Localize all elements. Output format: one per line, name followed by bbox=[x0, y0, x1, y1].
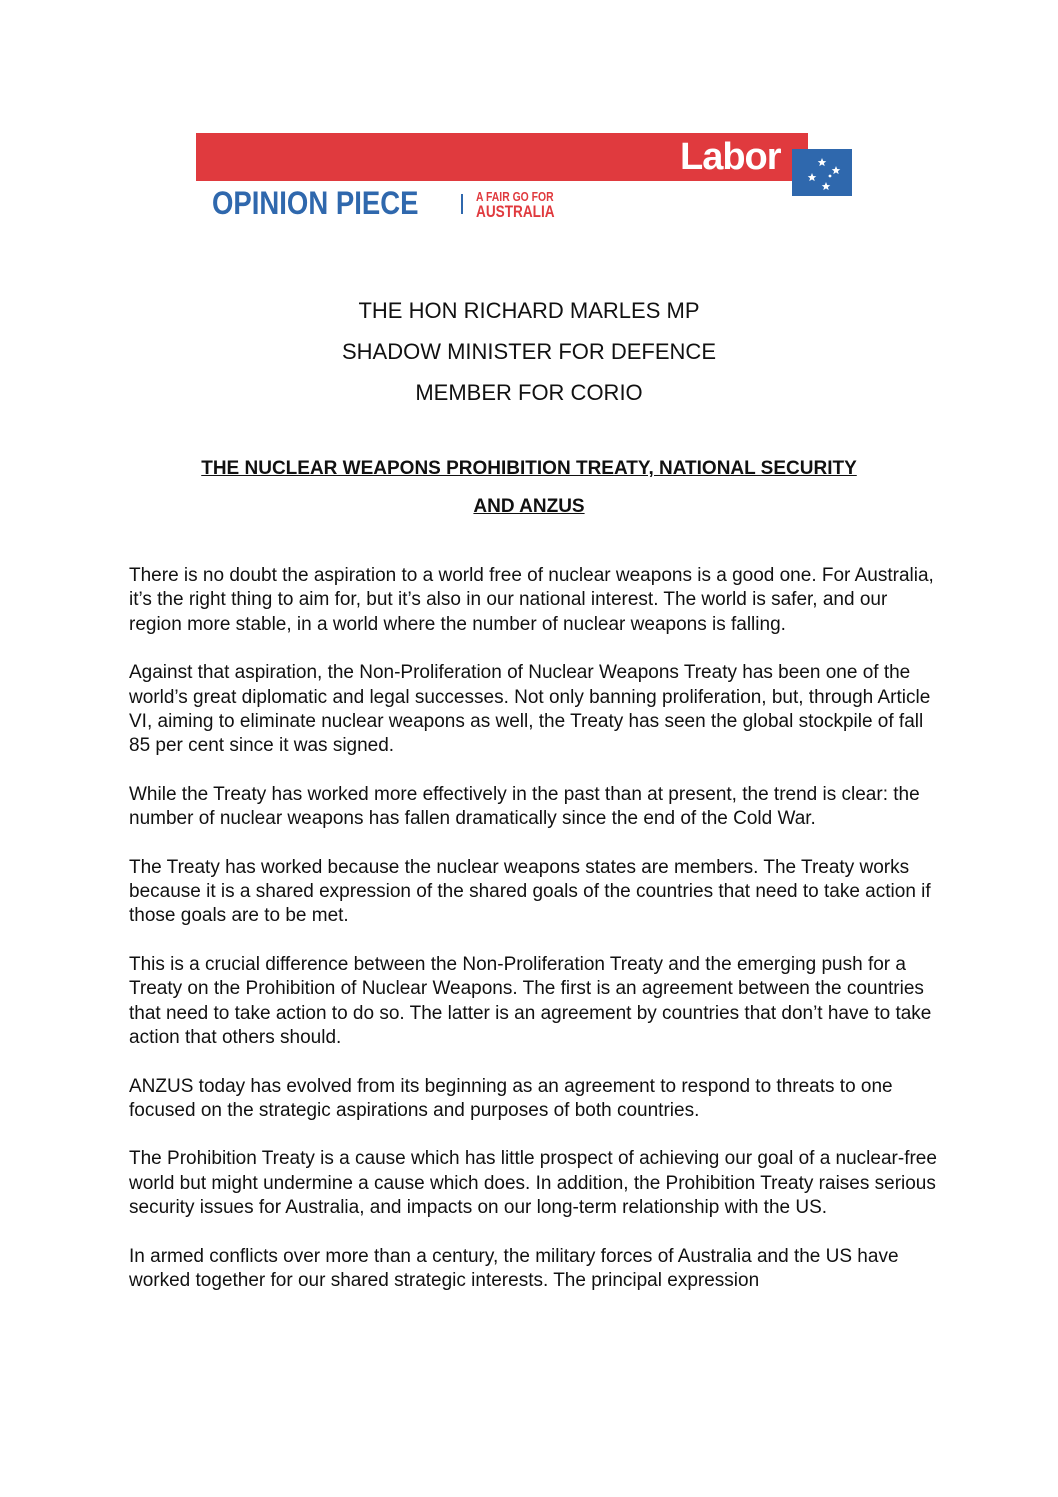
paragraph: There is no doubt the aspiration to a world free of nuclear weapons is a good one. For Australia, it’s the right thing to aim for, but it’s also in our national interest. The world is safer, and our region more stable, in a world where the number of nuclear weapons is falling. bbox=[129, 565, 934, 635]
paragraph: The Prohibition Treaty is a cause which has little prospect of achieving our goal of a nuclear-free world but might undermine a cause which does. In addition, the Prohibition Treaty raises serious security issues for Australia, and impacts on our long-term relationship with the US. bbox=[129, 1148, 937, 1219]
paragraph: Against that aspiration, the Non-Proliferation of Nuclear Weapons Treaty has been one of the world’s great diplomatic and legal successes. Not only banning proliferation, but, through Article VI, aiming to eliminate nuclear weapons as well, the Treaty has seen the global stockpile of fall 85 per cent since it was signed. bbox=[129, 662, 931, 757]
author-electorate: MEMBER FOR CORIO bbox=[415, 380, 643, 405]
article-title bbox=[120, 450, 938, 526]
paragraph: The Treaty has worked because the nuclear weapons states are members. The Treaty works because it is a shared expression of the shared goals of the countries that need to take action if those goals are to be met. bbox=[129, 856, 931, 927]
fair-go-tagline bbox=[476, 189, 555, 219]
author-name: THE HON RICHARD MARLES MP bbox=[358, 298, 700, 323]
banner-divider bbox=[461, 194, 463, 214]
title-line-1: THE NUCLEAR WEAPONS PROHIBITION TREATY, NATIONAL SECURITY bbox=[201, 458, 857, 479]
paragraph: ANZUS today has evolved from its beginning as an agreement to respond to threats to one focused on the strategic aspirations and purposes of both countries. bbox=[129, 1075, 893, 1121]
paragraph: While the Treaty has worked more effectively in the past than at present, the trend is clear: the number of nuclear weapons has fallen dramatically since the end of the Cold War. bbox=[129, 783, 920, 830]
article-body bbox=[129, 564, 939, 1317]
paragraph: In armed conflicts over more than a century, the military forces of Australia and the US have worked together for our shared strategic interests. The principal expression bbox=[129, 1245, 899, 1291]
title-line-2: AND ANZUS bbox=[473, 496, 585, 517]
labor-logo-text: Labor bbox=[680, 136, 781, 178]
opinion-piece-banner bbox=[196, 133, 856, 223]
tagline-line-1: A FAIR GO FOR bbox=[476, 189, 554, 204]
tagline-line-2: AUSTRALIA bbox=[476, 202, 555, 221]
paragraph: This is a crucial difference between the Non-Proliferation Treaty and the emerging push for a Treaty on the Prohibition of Nuclear Weapons. The first is an agreement between the countries that need to take action to do so. The latter is an agreement by countries that don’t have to take action that others should. bbox=[129, 953, 932, 1049]
southern-cross-flag-icon bbox=[792, 149, 852, 196]
author-header bbox=[0, 290, 1058, 413]
opinion-piece-label: OPINION PIECE bbox=[212, 185, 419, 221]
author-portfolio: SHADOW MINISTER FOR DEFENCE bbox=[341, 339, 716, 364]
